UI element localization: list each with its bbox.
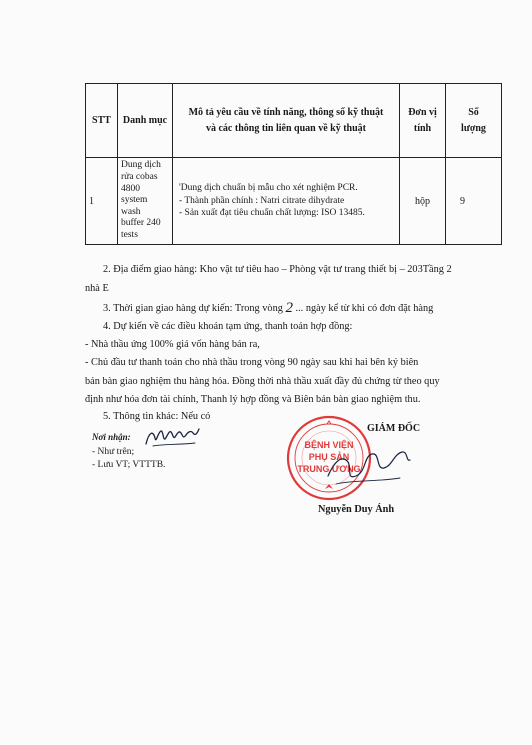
other-information: 5. Thông tin khác: Nếu có (103, 411, 211, 422)
category-line: Dung dịch (121, 160, 161, 171)
payment-terms-heading: 4. Dự kiến về các điều khoản tạm ứng, thanh toán hợp đồng: (103, 321, 353, 332)
payment-terms-advance: - Nhà thầu ứng 100% giá vốn hàng bán ra, (85, 339, 260, 350)
header-unit-line1: Đơn vị (408, 107, 437, 118)
table-header-row (86, 84, 502, 158)
header-quantity (446, 84, 502, 158)
cell-stt: 1 (86, 158, 118, 245)
category-line: rửa cobas (121, 172, 158, 183)
recipient-item: - Như trên; (92, 447, 135, 457)
delivery-time-suffix: ... ngày kể từ khi có đơn đặt hàng (295, 303, 434, 314)
header-description (173, 84, 400, 158)
table-row (86, 158, 502, 245)
category-line: wash (121, 206, 141, 217)
category-line: buffer 240 (121, 218, 161, 229)
header-stt: STT (86, 84, 118, 158)
header-category: Danh mục (118, 84, 173, 158)
director-name: Nguyễn Duy Ánh (318, 504, 395, 515)
delivery-time-label: 3. Thời gian giao hàng dự kiến: Trong vòng (103, 303, 283, 314)
description-line: - Sản xuất đạt tiêu chuẩn chất lượng: ISO 13485. (179, 208, 365, 219)
category-line: 4800 (121, 183, 140, 194)
initials-signature (143, 424, 201, 450)
seal-line3: TRUNG ƯƠNG (297, 464, 361, 474)
description-line: 'Dung dịch chuẩn bị mẫu cho xét nghiệm PCR. (179, 183, 358, 194)
seal-line2: PHỤ SẢN (308, 452, 350, 462)
header-unit (400, 84, 446, 158)
payment-terms-line2: bản bàn giao nghiệm thu hàng hóa. Đồng thời nhà thầu xuất đầy đủ chứng từ theo quy (85, 376, 440, 387)
category-line: tests (121, 229, 138, 240)
payment-terms-line1: - Chủ đầu tư thanh toán cho nhà thầu trong vòng 90 ngày sau khi hai bên ký biên (85, 357, 419, 368)
seal-line1: BỆNH VIỆN (304, 440, 354, 450)
header-quantity-line1: Số (468, 107, 479, 118)
delivery-time-line (103, 302, 433, 315)
delivery-location-line2: nhà E (85, 283, 109, 294)
cell-quantity: 9 (446, 158, 502, 245)
payment-terms-line3: định như hóa đơn tài chính, Thanh lý hợp đồng và Biên bản bàn giao nghiệm thu. (85, 394, 421, 405)
delivery-time-handwritten: 2 (285, 300, 293, 316)
recipients-title: Nơi nhận: (92, 432, 131, 442)
header-quantity-line2: lượng (461, 122, 486, 134)
header-description-line1: Mô tả yêu cầu về tính năng, thông số kỹ thuật (188, 107, 384, 118)
category-line: system (121, 195, 148, 206)
cell-description (173, 158, 400, 245)
header-description-line2: và các thông tin liên quan về kỹ thuật (205, 122, 367, 134)
cell-category (118, 158, 173, 245)
director-signature (322, 432, 414, 500)
cell-unit: hộp (400, 158, 446, 245)
delivery-location-line1: 2. Địa điểm giao hàng: Kho vật tư tiêu hao – Phòng vật tư trang thiết bị – 203Tầng 2 (103, 264, 452, 275)
signature-title: GIÁM ĐỐC (367, 423, 421, 434)
description-line: - Thành phần chính : Natri citrate dihydrate (179, 195, 345, 206)
header-unit-line2: tính (413, 122, 432, 134)
specification-table (85, 83, 502, 245)
recipient-item: - Lưu VT; VTTTB. (92, 460, 166, 470)
